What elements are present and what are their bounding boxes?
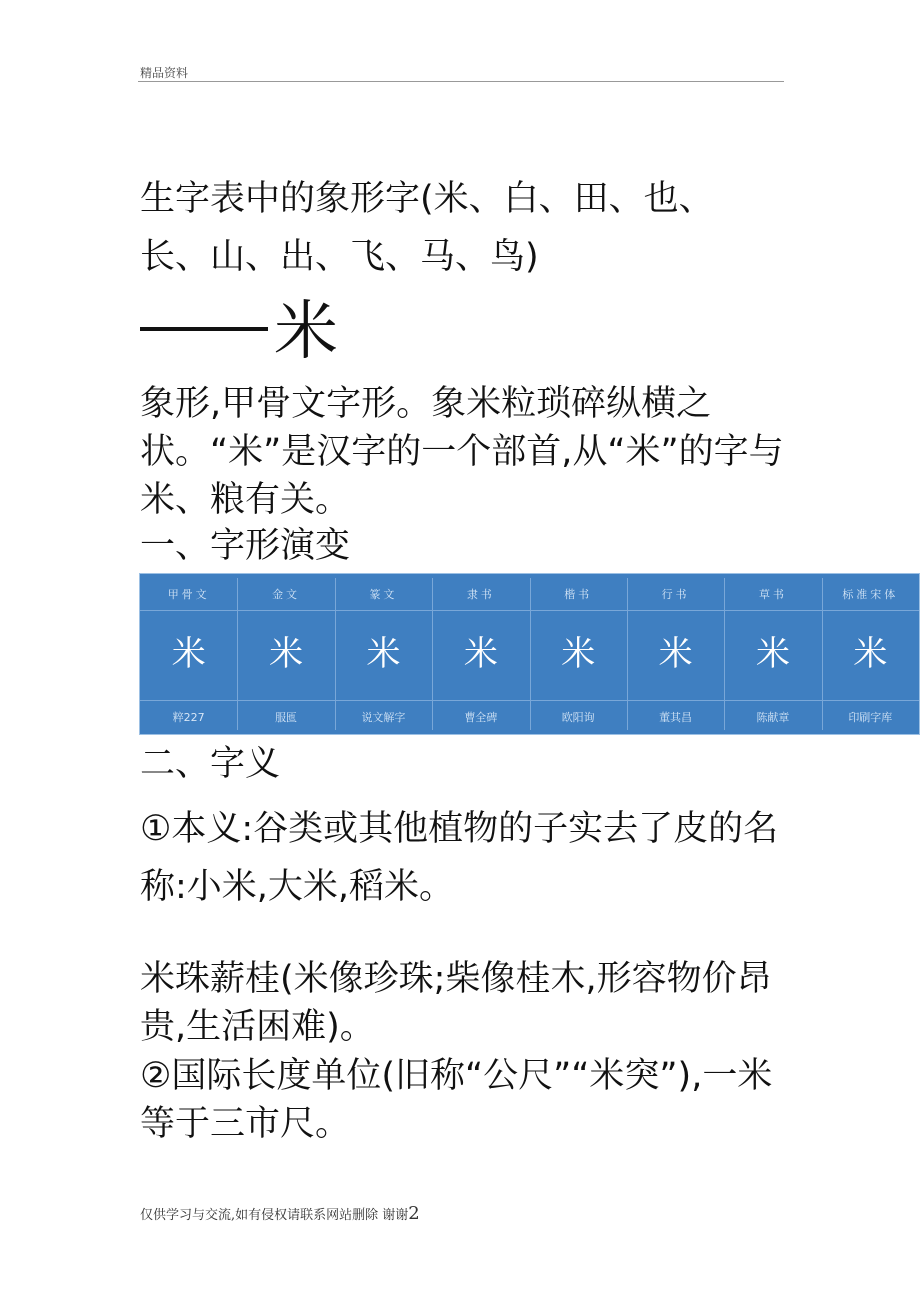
evolution-column	[140, 574, 237, 734]
script-glyph: 米	[853, 634, 888, 674]
evolution-column	[530, 574, 627, 734]
evolution-column	[432, 574, 529, 734]
header-divider	[138, 81, 784, 82]
script-style-label: 行书	[661, 588, 690, 601]
script-source-label: 印刷字库	[848, 711, 893, 724]
evolution-column	[822, 574, 919, 734]
script-glyph: 米	[269, 634, 304, 674]
script-style-label: 金文	[272, 588, 301, 601]
script-glyph: 米	[561, 634, 596, 674]
description-paragraph: 象形,甲骨文字形。象米粒琐碎纵横之状。“米”是汉字的一个部首,从“米”的字与米、粮有关。	[140, 384, 784, 520]
column-separator	[627, 578, 628, 730]
column-separator	[335, 578, 336, 730]
script-source-label: 欧阳询	[561, 711, 595, 724]
script-source-label: 董其昌	[659, 711, 693, 724]
featured-character	[140, 292, 338, 372]
script-source-label: 陈献章	[756, 711, 790, 724]
script-source-label: 粹227	[172, 711, 205, 724]
script-glyph: 米	[658, 634, 693, 674]
idiom-paragraph: 米珠薪桂(米像珍珠;柴像桂木,形容物价昂贵,生活困难)。	[140, 959, 772, 1047]
meaning-1-paragraph: ①本义:谷类或其他植物的子实去了皮的名称:小米,大米,稻米。	[140, 809, 779, 907]
watermark-text: www.zixin.com.cn	[365, 1219, 701, 1259]
script-glyph: 米	[366, 634, 401, 674]
evolution-column	[627, 574, 724, 734]
section-heading-meaning: 二、字义	[140, 744, 281, 784]
script-style-label: 甲骨文	[167, 588, 210, 601]
header-label: 精品资料	[140, 66, 189, 80]
script-style-label: 标准宋体	[842, 588, 899, 601]
script-style-label: 草书	[758, 588, 787, 601]
script-style-label: 篆文	[369, 588, 398, 601]
page-number: 2	[408, 1203, 420, 1224]
column-separator	[530, 578, 531, 730]
evolution-column	[724, 574, 821, 734]
column-separator	[432, 578, 433, 730]
script-source-label: 曹全碑	[464, 711, 498, 724]
script-style-label: 楷书	[564, 588, 593, 601]
script-glyph: 米	[463, 634, 498, 674]
page-footer	[140, 1203, 420, 1224]
evolution-column	[237, 574, 334, 734]
column-separator	[237, 578, 238, 730]
column-separator	[822, 578, 823, 730]
script-source-label: 服匜	[275, 711, 298, 724]
column-separator	[724, 578, 725, 730]
script-glyph: 米	[171, 634, 206, 674]
script-glyph: 米	[755, 634, 790, 674]
script-source-label: 说文解字	[361, 711, 406, 724]
page-title: 生字表中的象形字(米、白、田、也、长、山、出、飞、马、鸟)	[140, 179, 714, 277]
dash-line	[140, 327, 268, 331]
section-heading-evolution: 一、字形演变	[140, 526, 351, 566]
character-glyph: 米	[274, 295, 338, 369]
evolution-column	[335, 574, 432, 734]
footer-text: 仅供学习与交流,如有侵权请联系网站删除 谢谢	[140, 1208, 409, 1223]
script-style-label: 隶书	[466, 588, 495, 601]
meaning-2-paragraph: ②国际长度单位(旧称“公尺”“米突”),一米等于三市尺。	[140, 1056, 773, 1144]
